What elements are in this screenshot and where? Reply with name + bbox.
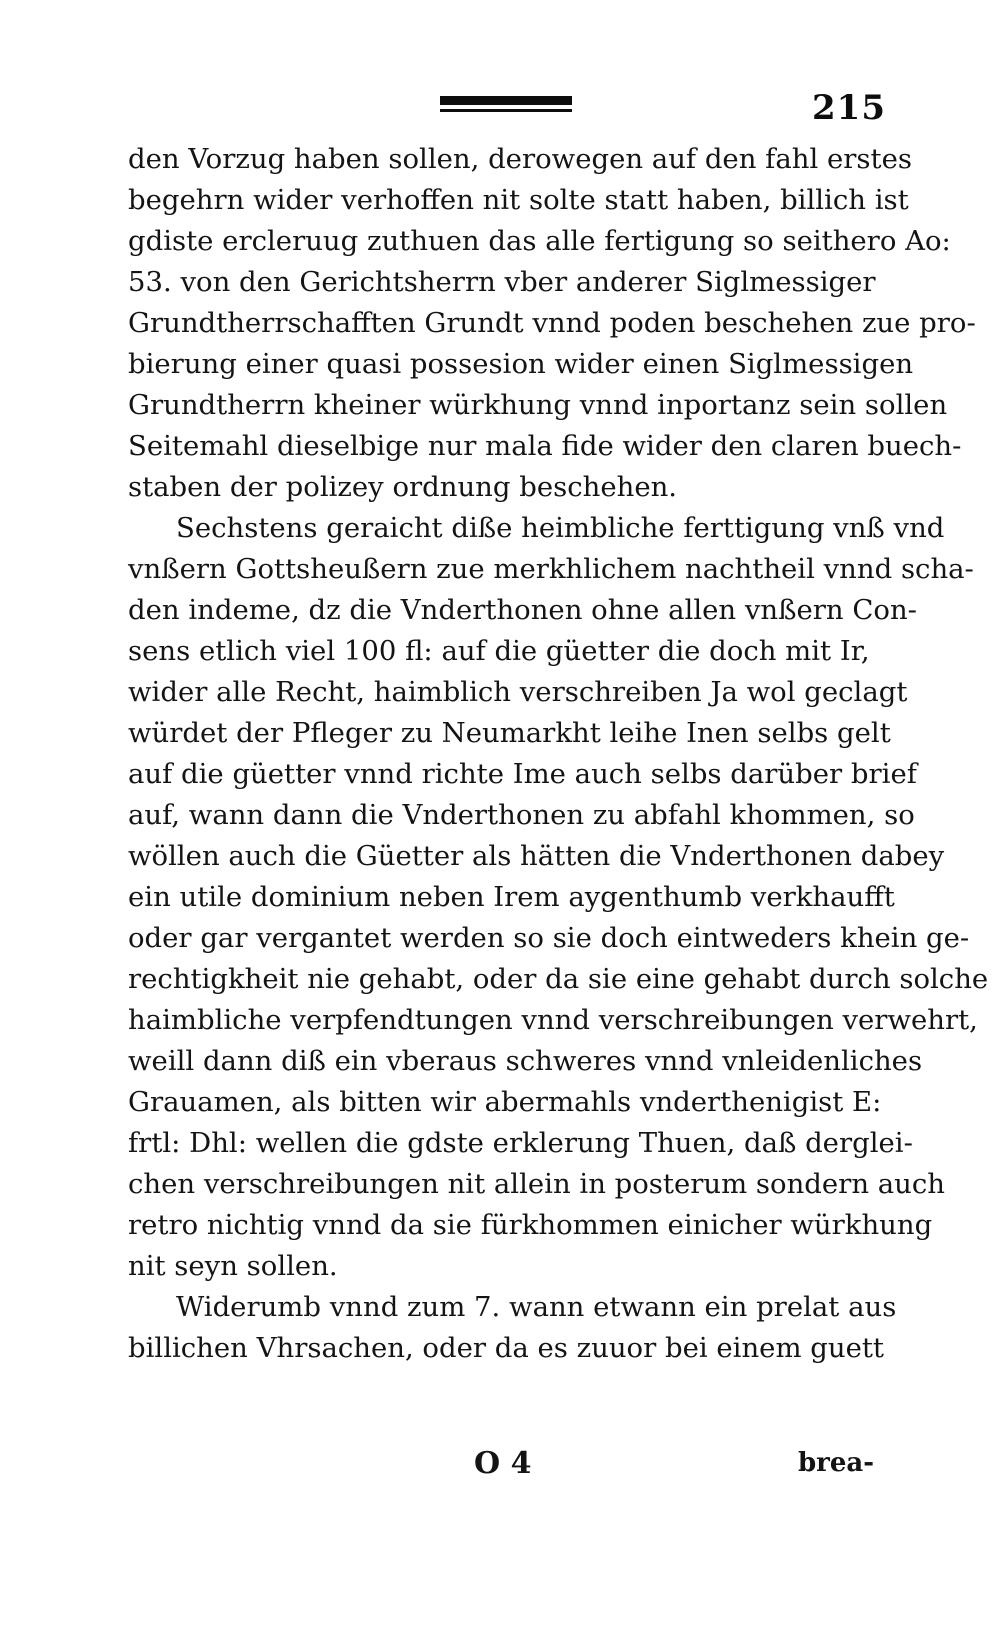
text-line: sens etlich viel 100 fl: auf die güetter die doch mit Ir, xyxy=(128,635,870,667)
text-line: haimbliche verpfendtungen vnnd verschreibungen verwehrt, xyxy=(128,1004,978,1036)
text-line: würdet der Pfleger zu Neumarkht leihe Inen selbs gelt xyxy=(128,717,891,749)
header-rule-thick xyxy=(440,96,572,105)
text-line: vnßern Gottsheußern zue merkhlichem nachtheil vnnd scha- xyxy=(128,553,974,585)
paragraph-first-line: Widerumb vnnd zum 7. wann etwann ein prelat aus xyxy=(176,1291,897,1323)
text-line: retro nichtig vnnd da sie fürkhommen einicher würkhung xyxy=(128,1209,933,1241)
text-line: auf, wann dann die Vnderthonen zu abfahl khommen, so xyxy=(128,799,915,831)
text-line: den indeme, dz die Vnderthonen ohne allen vnßern Con- xyxy=(128,594,917,626)
text-line: gdiste ercleruug zuthuen das alle fertigung so seithero Ao: xyxy=(128,225,951,257)
text-line: Grauamen, als bitten wir abermahls vnderthenigist E: xyxy=(128,1086,882,1118)
signature-mark: O 4 xyxy=(474,1446,532,1481)
text-line: begehrn wider verhoffen nit solte statt haben, billich ist xyxy=(128,184,909,216)
text-line: rechtigkheit nie gehabt, oder da sie eine gehabt durch solche xyxy=(128,963,989,995)
header-rule-thin xyxy=(440,109,572,112)
text-line: Seitemahl dieselbige nur mala fide wider den claren buech- xyxy=(128,430,962,462)
text-line: frtl: Dhl: wellen die gdste erklerung Thuen, daß derglei- xyxy=(128,1127,913,1159)
text-line: ein utile dominium neben Irem aygenthumb verkhaufft xyxy=(128,881,895,913)
text-line: staben der polizey ordnung beschehen. xyxy=(128,471,678,503)
text-line: auf die güetter vnnd richte Ime auch selbs darüber brief xyxy=(128,758,917,790)
text-line: oder gar vergantet werden so sie doch eintweders khein ge- xyxy=(128,922,970,954)
text-line: wöllen auch die Güetter als hätten die Vnderthonen dabey xyxy=(128,840,945,872)
catchword: brea- xyxy=(798,1448,875,1478)
text-line: wider alle Recht, haimblich verschreiben Ja wol geclagt xyxy=(128,676,908,708)
text-line: bierung einer quasi possesion wider einen Siglmessigen xyxy=(128,348,914,380)
page-number: 215 xyxy=(812,88,886,128)
text-line: Grundtherrn kheiner würkhung vnnd inportanz sein sollen xyxy=(128,389,948,421)
text-line: chen verschreibungen nit allein in posterum sondern auch xyxy=(128,1168,945,1200)
text-line: Grundtherrschafften Grundt vnnd poden beschehen zue pro- xyxy=(128,307,976,339)
paragraph-first-line: Sechstens geraicht diße heimbliche ferttigung vnß vnd xyxy=(176,512,945,544)
text-line: den Vorzug haben sollen, derowegen auf den fahl erstes xyxy=(128,143,912,175)
text-line: billichen Vhrsachen, oder da es zuuor bei einem guett xyxy=(128,1332,884,1364)
text-line: weill dann diß ein vberaus schweres vnnd vnleidenliches xyxy=(128,1045,923,1077)
text-line: nit seyn sollen. xyxy=(128,1250,338,1282)
text-line: 53. von den Gerichtsherrn vber anderer Siglmessiger xyxy=(128,266,876,298)
